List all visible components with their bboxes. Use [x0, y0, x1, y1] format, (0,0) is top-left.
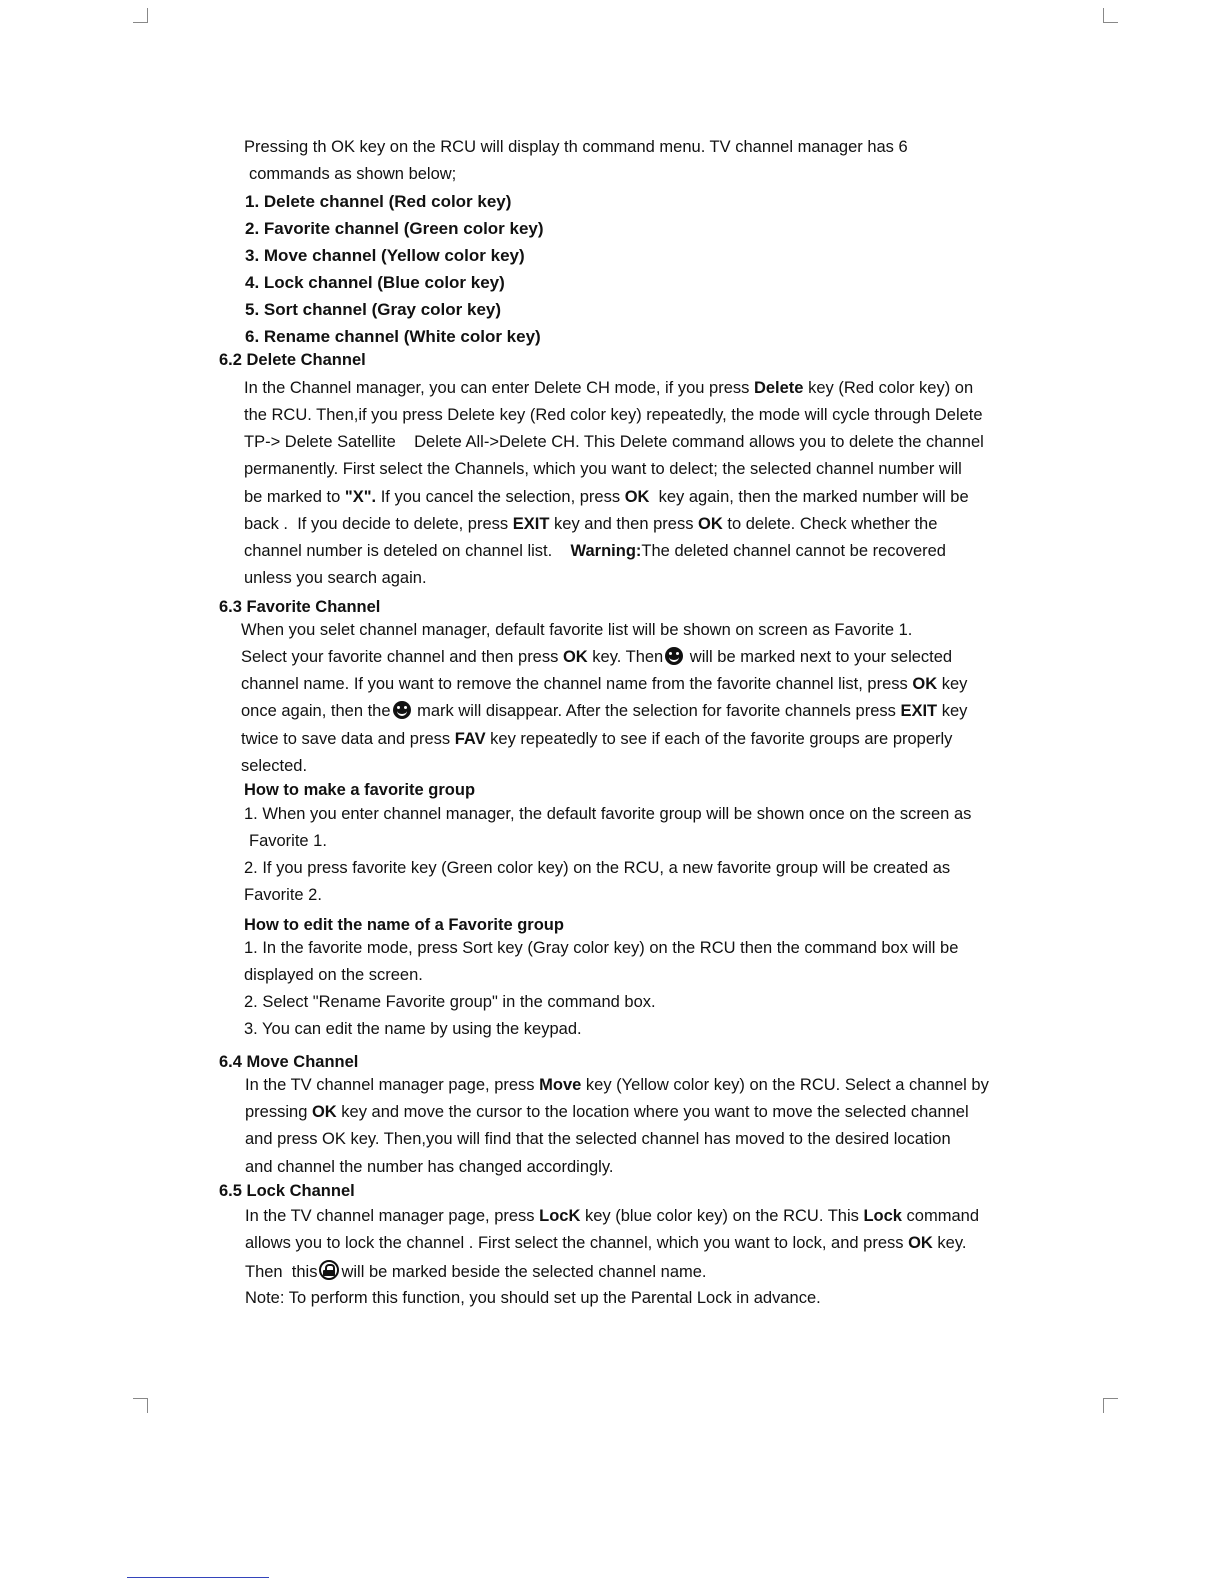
paragraph-line: pressing OK key and move the cursor to the location where you want to move the selected channel	[245, 1103, 969, 1121]
section-heading-lock: 6.5 Lock Channel	[219, 1182, 355, 1200]
command-item: 1. Delete channel (Red color key)	[245, 192, 512, 211]
paragraph-line: unless you search again.	[244, 569, 427, 587]
section-heading-move: 6.4 Move Channel	[219, 1053, 359, 1071]
command-item: 5. Sort channel (Gray color key)	[245, 300, 502, 319]
paragraph-line: Note: To perform this function, you should set up the Parental Lock in advance.	[245, 1289, 821, 1307]
favorite-smile-icon	[665, 647, 683, 665]
paragraph-line: In the TV channel manager page, press Move key (Yellow color key) on the RCU. Select a channel by	[245, 1076, 989, 1094]
intro-line: Pressing th OK key on the RCU will display th command menu. TV channel manager has 6	[244, 138, 908, 156]
paragraph-line: once again, then the mark will disappear. After the selection for favorite channels press EXIT key	[241, 702, 968, 720]
paragraph-line: and channel the number has changed accordingly.	[245, 1158, 614, 1176]
paragraph-line: be marked to "X". If you cancel the selection, press OK key again, then the marked number will be	[244, 488, 969, 506]
paragraph-line: permanently. First select the Channels, which you want to delect; the selected channel number will	[244, 460, 962, 478]
paragraph-line: When you selet channel manager, default favorite list will be shown on screen as Favorite 1.	[241, 621, 913, 639]
paragraph-line: back . If you decide to delete, press EXIT key and then press OK to delete. Check whether the	[244, 515, 938, 533]
lock-icon	[319, 1260, 339, 1280]
paragraph-line: 2. Select "Rename Favorite group" in the command box.	[244, 993, 656, 1011]
footer-rule	[127, 1577, 269, 1578]
paragraph-line: the RCU. Then,if you press Delete key (Red color key) repeatedly, the mode will cycle through Delete	[244, 406, 983, 424]
command-item: 4. Lock channel (Blue color key)	[245, 273, 505, 292]
paragraph-line: channel name. If you want to remove the channel name from the favorite channel list, press OK key	[241, 675, 968, 693]
paragraph-line: In the TV channel manager page, press LocK key (blue color key) on the RCU. This Lock command	[245, 1207, 979, 1225]
paragraph-line: twice to save data and press FAV key repeatedly to see if each of the favorite groups are properly	[241, 730, 953, 748]
intro-line: commands as shown below;	[249, 165, 457, 183]
command-item: 2. Favorite channel (Green color key)	[245, 219, 544, 238]
paragraph-line: Favorite 1.	[249, 832, 327, 850]
crop-mark-top-right	[1103, 8, 1118, 23]
paragraph-line: 1. When you enter channel manager, the default favorite group will be shown once on the screen as	[244, 805, 972, 823]
paragraph-line: and press OK key. Then,you will find that the selected channel has moved to the desired location	[245, 1130, 951, 1148]
subheading-edit-group: How to edit the name of a Favorite group	[244, 916, 564, 934]
paragraph-line: TP-> Delete Satellite Delete All->Delete CH. This Delete command allows you to delete the channel	[244, 433, 984, 451]
paragraph-line: In the Channel manager, you can enter Delete CH mode, if you press Delete key (Red color key) on	[244, 379, 974, 397]
paragraph-line: 2. If you press favorite key (Green color key) on the RCU, a new favorite group will be created as	[244, 859, 951, 877]
crop-mark-bottom-right	[1103, 1398, 1118, 1413]
paragraph-line: channel number is deteled on channel list. Warning:The deleted channel cannot be recovered	[244, 542, 946, 560]
paragraph-line: displayed on the screen.	[244, 966, 423, 984]
paragraph-line: 3. You can edit the name by using the keypad.	[244, 1020, 582, 1038]
paragraph-line: Select your favorite channel and then press OK key. Then will be marked next to your selected	[241, 648, 953, 666]
paragraph-line: 1. In the favorite mode, press Sort key (Gray color key) on the RCU then the command box will be	[244, 939, 959, 957]
command-item: 6. Rename channel (White color key)	[245, 327, 541, 346]
paragraph-line: selected.	[241, 757, 308, 775]
favorite-smile-icon	[393, 701, 411, 719]
subheading-make-group: How to make a favorite group	[244, 781, 476, 799]
crop-mark-top-left	[133, 8, 148, 23]
paragraph-line: allows you to lock the channel . First select the channel, which you want to lock, and press OK key.	[245, 1234, 967, 1252]
section-heading-delete: 6.2 Delete Channel	[219, 351, 366, 369]
paragraph-line: Then this will be marked beside the selected channel name.	[245, 1260, 707, 1282]
section-heading-favorite: 6.3 Favorite Channel	[219, 598, 381, 616]
crop-mark-bottom-left	[133, 1398, 148, 1413]
paragraph-line: Favorite 2.	[244, 886, 322, 904]
command-item: 3. Move channel (Yellow color key)	[245, 246, 525, 265]
